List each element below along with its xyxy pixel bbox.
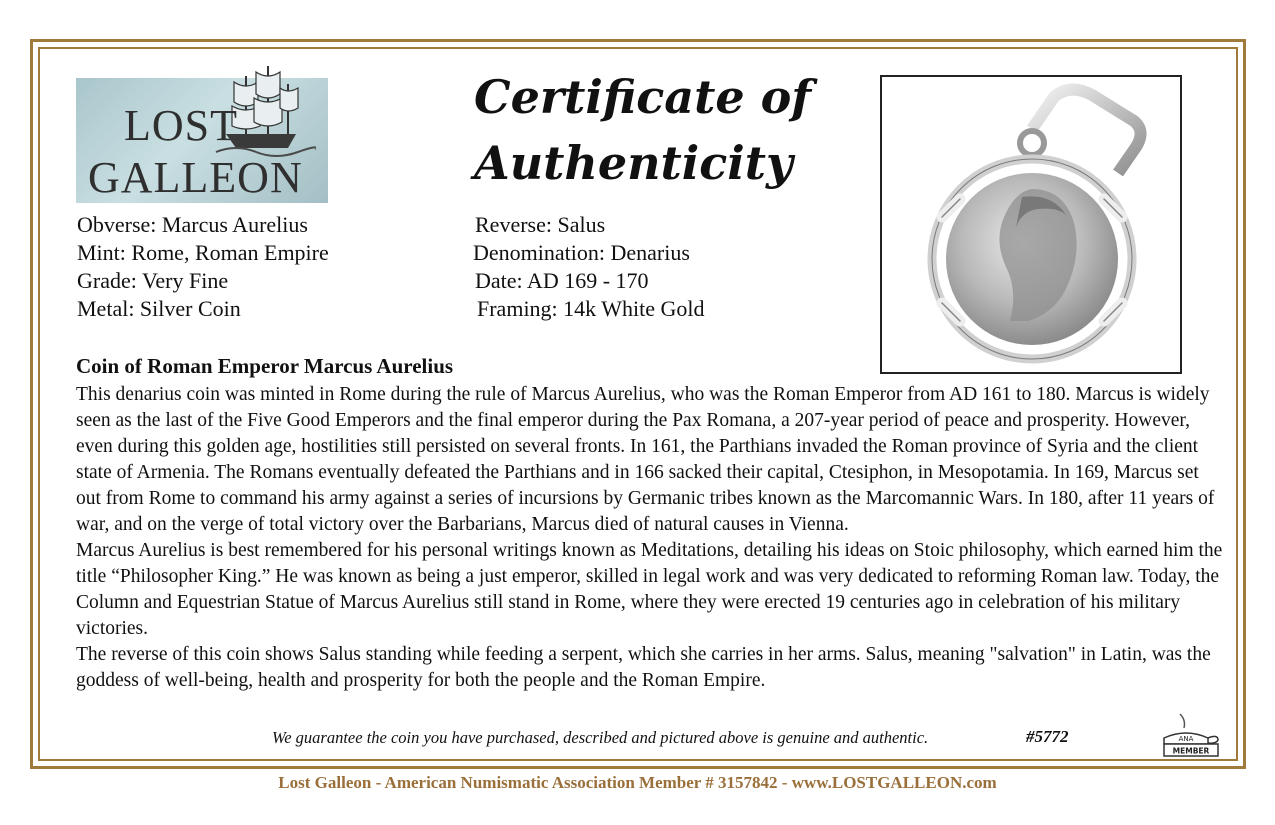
field-date: Date: AD 169 - 170 xyxy=(475,268,649,293)
field-denomination: Denomination: Denarius xyxy=(473,240,690,265)
guarantee-statement: We guarantee the coin you have purchased, described and pictured above is genuine and authentic. xyxy=(272,728,929,747)
badge-text-top: ANA xyxy=(1178,735,1194,743)
certificate-title xyxy=(474,64,814,196)
title-line-2: Authenticity xyxy=(474,136,793,190)
field-obverse: Obverse: Marcus Aurelius xyxy=(77,212,308,237)
ana-member-badge-icon xyxy=(1150,710,1222,760)
field-grade: Grade: Very Fine xyxy=(77,268,229,293)
description-paragraph-2: Marcus Aurelius is best remembered for his personal writings known as Meditations, detailing his ideas on Stoic philosophy, which earned him the title “Philosopher King.” He was known as being a just emperor, skilled in legal work and was very dedicated to reforming Roman law. Today, the Column and Equestrian Statue of Marcus Aurelius still stand in Rome, where they were erected 19 centuries ago in celebration of his military victories. xyxy=(76,540,1223,639)
coin-pendant-illustration xyxy=(882,77,1180,372)
title-line-1: Certificate of xyxy=(474,70,812,124)
description-heading: Coin of Roman Emperor Marcus Aurelius xyxy=(76,354,454,378)
lost-galleon-logo xyxy=(76,78,328,203)
coin-pendant-photo xyxy=(880,75,1182,374)
certificate-number: #5772 xyxy=(1026,727,1069,746)
field-framing: Framing: 14k White Gold xyxy=(477,296,705,321)
description-paragraph-3: The reverse of this coin shows Salus standing while feeding a serpent, which she carries in her arms. Salus, meaning "salvation" in Latin, was the goddess of well-being, health and prosperity for both the people and the Roman Empire. xyxy=(76,644,1211,691)
logo-text-lost: LOST xyxy=(124,101,238,150)
badge-text-bottom: MEMBER xyxy=(1172,746,1210,756)
logo-text-galleon: GALLEON xyxy=(88,153,303,202)
field-mint: Mint: Rome, Roman Empire xyxy=(77,240,329,265)
description-body xyxy=(76,382,1226,694)
footer-line: Lost Galleon - American Numismatic Association Member # 3157842 - www.LOSTGALLEON.com xyxy=(278,773,997,792)
field-metal: Metal: Silver Coin xyxy=(77,296,241,321)
description-paragraph-1: This denarius coin was minted in Rome during the rule of Marcus Aurelius, who was the Roman Emperor from AD 161 to 180. Marcus is widely seen as the last of the Five Good Emperors and the final emperor during the Pax Romana, a 207-year period of peace and prosperity. However, even during this golden age, hostilities still persisted on several fronts. In 161, the Parthians invaded the Roman province of Syria and the client state of Armenia. The Romans eventually defeated the Parthians and in 166 sacked their capital, Ctesiphon, in Mesopotamia. In 169, Marcus set out from Rome to command his army against a series of incursions by Germanic tribes known as the Marcomannic Wars. In 180, after 11 years of war, and on the verge of total victory over the Barbarians, Marcus died of natural causes in Vienna. xyxy=(76,384,1215,535)
field-reverse: Reverse: Salus xyxy=(475,212,606,237)
